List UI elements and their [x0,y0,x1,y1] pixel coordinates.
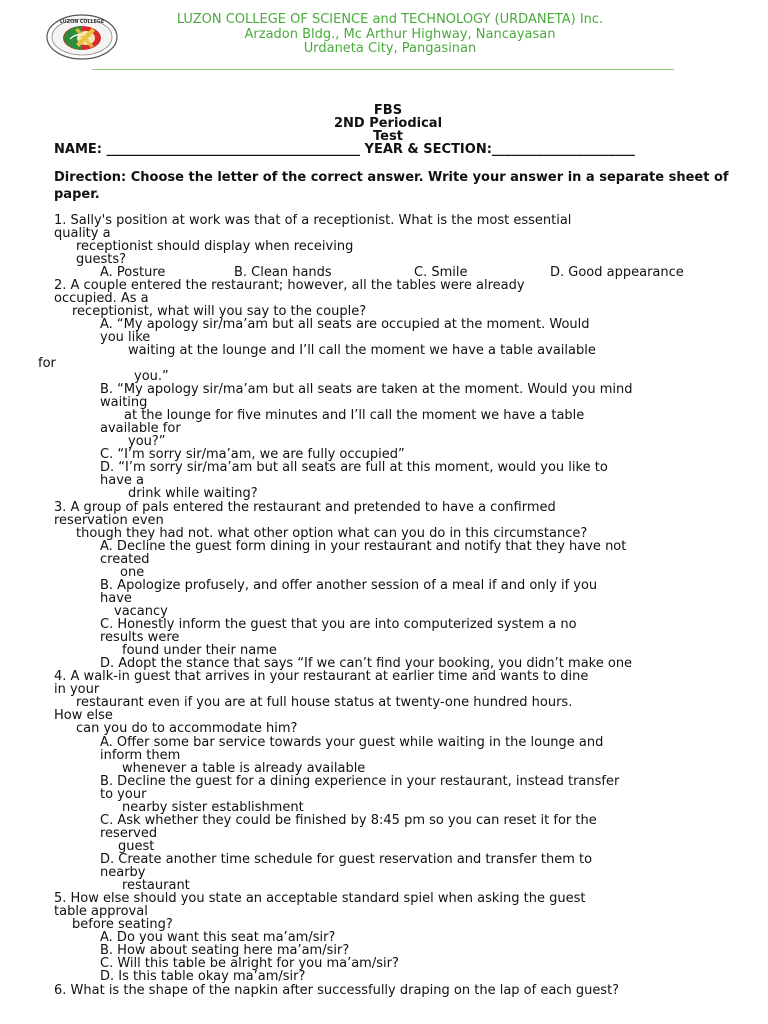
q1-line1: 1. Sally's position at work was that of a receptionist. What is the most essential [54,213,572,228]
q2-choice-b-line5: you?” [128,434,166,449]
q3-choice-a-line1: A. Decline the guest form dining in your restaurant and notify that they have not [100,539,627,554]
q4-choice-c-line2: reserved [100,826,158,841]
q3-line2: reservation even [54,513,164,528]
q3-line3: though they had not. what other option what can you do in this circumstance? [76,526,588,541]
q4-choice-b-line3: nearby sister establishment [122,800,304,815]
q3-choice-c-line3: found under their name [122,643,277,658]
school-address-line1: Arzadon Bldg., Mc Arthur Highway, Nancayasan [244,27,556,42]
q4-choice-a-line2: inform them [100,748,181,763]
exam-title: 2ND Periodical [333,116,443,131]
section-blank: ______________________ [491,142,635,157]
svg-text:LUZON COLLEGE: LUZON COLLEGE [59,20,105,25]
q2-choice-a-line5: you.” [134,369,169,384]
q1-choice-a: A. Posture [100,265,166,280]
section-label: YEAR & SECTION: [364,142,492,157]
q4-choice-a-line3: whenever a table is already available [122,761,366,776]
directions: Direction: Choose the letter of the correct answer. Write your answer in a separate sheet of paper. [54,170,729,202]
header-divider [92,69,674,70]
q4-choice-d-line3: restaurant [122,878,190,893]
q2-choice-a-line3: waiting at the lounge and I’ll call the moment we have a table available [128,343,596,358]
q4-line4: How else [54,708,113,723]
q1-line2: quality a [54,226,111,241]
q1-choice-b: B. Clean hands [234,265,332,280]
q2-line2: occupied. As a [54,291,149,306]
q2-choice-b-line2: waiting [100,395,148,410]
q4-choice-a-line1: A. Offer some bar service towards your guest while waiting in the lounge and [100,735,604,750]
q4-line3: restaurant even if you are at full house status at twenty-one hundred hours. [76,695,573,710]
q5-line1: 5. How else should you state an acceptable standard spiel when asking the guest [54,891,586,906]
q3-choice-b-line1: B. Apologize profusely, and offer another session of a meal if and only if you [100,578,598,593]
q4-choice-b-line1: B. Decline the guest for a dining experience in your restaurant, instead transfer [100,774,620,789]
student-info-line [54,143,734,157]
q4-choice-b-line2: to your [100,787,147,802]
school-header [0,0,768,75]
q3-choice-b-line3: vacancy [114,604,168,619]
q4-choice-c-line3: guest [118,839,155,854]
q2-choice-d-line2: have a [100,473,144,488]
q5-choice-d: D. Is this table okay ma’am/sir? [100,969,306,984]
q3-choice-d: D. Adopt the stance that says “If we can’t find your booking, you didn’t make one [100,656,633,671]
q2-choice-b-line3: at the lounge for five minutes and I’ll call the moment we have a table [124,408,585,423]
school-logo [46,14,118,60]
q5-choice-a: A. Do you want this seat ma’am/sir? [100,930,336,945]
q3-choice-c-line2: results were [100,630,180,645]
q2-choice-b-line1: B. “My apology sir/ma’am but all seats are taken at the moment. Would you mind [100,382,633,397]
q5-line3: before seating? [72,917,173,932]
name-blank: _______________________________________ [106,142,360,157]
q1-line3: receptionist should display when receiving [76,239,354,254]
name-label: NAME: [54,142,102,157]
q4-line1: 4. A walk-in guest that arrives in your restaurant at earlier time and wants to dine [54,669,589,684]
q2-choice-a-line1: A. “My apology sir/ma’am but all seats are occupied at the moment. Would [100,317,590,332]
q4-choice-c-line1: C. Ask whether they could be finished by 8:45 pm so you can reset it for the [100,813,597,828]
q2-choice-d-line1: D. “I’m sorry sir/ma’am but all seats are full at this moment, would you like to [100,460,608,475]
q4-choice-d-line2: nearby [100,865,146,880]
q3-choice-a-line2: created [100,552,150,567]
q4-line5: can you do to accommodate him? [76,721,298,736]
q3-choice-a-line3: one [120,565,145,580]
q3-choice-c-line1: C. Honestly inform the guest that you are into computerized system a no [100,617,577,632]
q1-choice-d: D. Good appearance [550,265,684,280]
q4-line2: in your [54,682,100,697]
q2-line1: 2. A couple entered the restaurant; however, all the tables were already [54,278,525,293]
q3-choice-b-line2: have [100,591,132,606]
q4-choice-d-line1: D. Create another time schedule for guest reservation and transfer them to [100,852,593,867]
q5-choice-b: B. How about seating here ma’am/sir? [100,943,350,958]
q5-line2: table approval [54,904,148,919]
q1-choice-c: C. Smile [414,265,468,280]
exam-kind: Test [373,129,403,144]
luzon-college-seal-icon [46,14,118,60]
q2-choice-a-line2: you like [100,330,151,345]
q5-choice-c: C. Will this table be alright for you ma’am/sir? [100,956,399,971]
school-name: LUZON COLLEGE OF SCIENCE and TECHNOLOGY (URDANETA) Inc. [176,12,604,27]
q2-choice-d-line3: drink while waiting? [128,486,258,501]
q2-choice-b-line4: available for [100,421,181,436]
q2-choice-a-line4: for [38,356,56,371]
q6-line1: 6. What is the shape of the napkin after successfully draping on the lap of each guest? [54,983,620,998]
q3-line1: 3. A group of pals entered the restaurant and pretended to have a confirmed [54,500,556,515]
q1-line4: guests? [76,252,127,267]
subject-title: FBS [373,103,403,118]
q2-line3: receptionist, what will you say to the couple? [72,304,367,319]
q2-choice-c: C. “I’m sorry sir/ma’am, we are fully occupied” [100,447,405,462]
school-address-line2: Urdaneta City, Pangasinan [303,41,477,56]
